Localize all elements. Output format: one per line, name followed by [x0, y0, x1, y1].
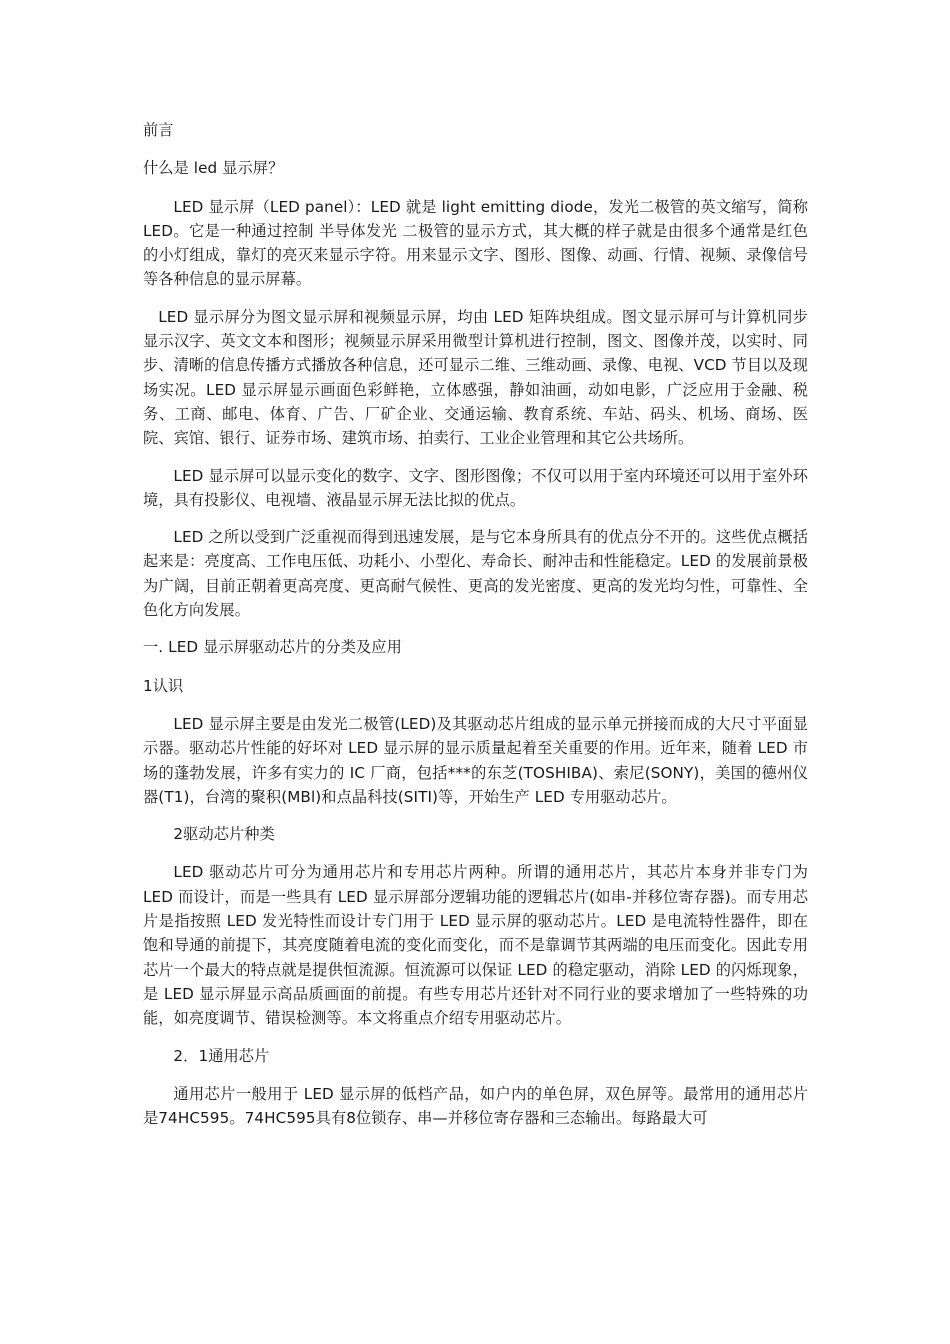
- section-2-1-title: 2．1通用芯片: [173, 1046, 270, 1065]
- section-1-2-title: 2驱动芯片种类: [173, 825, 275, 844]
- intro-paragraph-4: LED 之所以受到广泛重视而得到迅速发展，是与它本身所具有的优点分不开的。这些优点概括起来是：亮度高、工作电压低、功耗小、小型化、寿命长、耐冲击和性能稳定。LED 的发展前景极为广阔，目前正朝着更高亮度、更高耐气候性、更高的发光密度、更高的发光均匀性，可靠性、全色化方向发展。: [143, 528, 808, 620]
- preface-title: 前言: [143, 121, 174, 139]
- section-2-1-paragraph: 通用芯片一般用于 LED 显示屏的低档产品，如户内的单色屏，双色屏等。最常用的通用芯片是74HC595。74HC595具有8位锁存、串—并移位寄存器和三态输出。每路最大可: [143, 1084, 808, 1128]
- section-1-title: 一. LED 显示屏驱动芯片的分类及应用: [143, 638, 402, 657]
- section-1-1-paragraph: LED 显示屏主要是由发光二极管(LED)及其驱动芯片组成的显示单元拼接而成的大尺寸平面显示器。驱动芯片性能的好坏对 LED 显示屏的显示质量起着至关重要的作用。近年来，随着 LED 市场的蓬勃发展，许多有实力的 IC 厂商，包括***的东芝(TOSHIBA)、索尼(SONY)，美国的德州仪器(T1)，台湾的聚积(MBl)和点晶科技(SITI)等，开始生产 LED 专用驱动芯片。: [143, 714, 808, 806]
- intro-paragraph-1: LED 显示屏（LED panel）：LED 就是 light emitting diode，发光二极管的英文缩写，简称 LED。它是一种通过控制 半导体发光 二极管的显示方式，其大概的样子就是由很多个通常是红色的小灯组成，靠灯的亮灭来显示字符。用来显示文字、图形、图像、动画、行情、视频、录像信号等各种信息的显示屏幕。: [143, 197, 808, 289]
- document-body: [143, 118, 808, 1143]
- section-1-2-paragraph: LED 驱动芯片可分为通用芯片和专用芯片两种。所谓的通用芯片，其芯片本身并非专门为 LED 而设计，而是一些具有 LED 显示屏部分逻辑功能的逻辑芯片(如串-并移位寄存器)。而专用芯片是指按照 LED 发光特性而设计专门用于 LED 显示屏的驱动芯片。LED 是电流特性器件，即在饱和导通的前提下，其亮度随着电流的变化而变化，而不是靠调节其两端的电压而变化。因此专用芯片一个最大的特点就是提供恒流源。恒流源可以保证 LED 的稳定驱动，消除 LED 的闪烁现象，是 LED 显示屏显示高品质画面的前提。有些专用芯片还针对不同行业的要求增加了一些特殊的功能，如亮度调节、错误检测等。本文将重点介绍专用驱动芯片。: [143, 863, 808, 1028]
- intro-paragraph-2: LED 显示屏分为图文显示屏和视频显示屏，均由 LED 矩阵块组成。图文显示屏可与计算机同步显示汉字、英文文本和图形；视频显示屏采用微型计算机进行控制，图文、图像并茂，以实时、同步、清晰的信息传播方式播放各种信息，还可显示二维、三维动画、录像、电视、VCD 节目以及现场实况。LED 显示屏显示画面色彩鲜艳，立体感强，静如油画，动如电影，广泛应用于金融、税务、工商、邮电、体育、广告、厂矿企业、交通运输、教育系统、车站、码头、机场、商场、医院、宾馆、银行、证券市场、建筑市场、拍卖行、工业企业管理和其它公共场所。: [143, 307, 808, 448]
- question-heading: 什么是 led 显示屏？: [143, 159, 284, 178]
- intro-paragraph-3: LED 显示屏可以显示变化的数字、文字、图形图像；不仅可以用于室内环境还可以用于室外环境，具有投影仪、电视墙、液晶显示屏无法比拟的优点。: [143, 466, 808, 509]
- section-1-1-title: 1认识: [143, 676, 184, 695]
